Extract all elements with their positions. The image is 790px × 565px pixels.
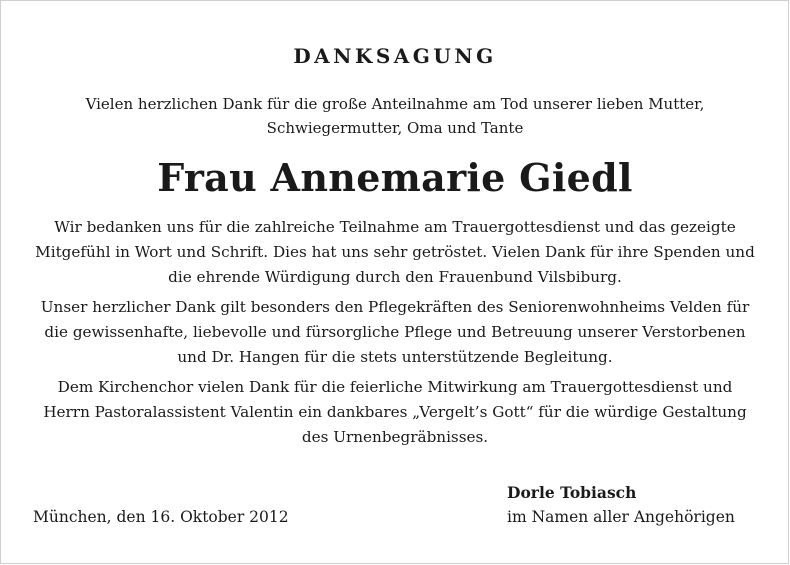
intro-line-1: Vielen herzlichen Dank für die große Anteilnahme am Tod unserer lieben Mutter, <box>85 95 705 113</box>
thanks-paragraph-3: Dem Kirchenchor vielen Dank für die feierliche Mitwirkung am Trauergottesdienst und Herrn Pastoralassistent Valentin ein dankbares „Vergelt’s Gott“ für die würdige Gestaltung des Urnenbegräbnisses. <box>43 378 747 446</box>
signature-block <box>507 481 735 529</box>
signature-name: Dorle Tobiasch <box>507 483 637 502</box>
thanks-body <box>32 215 758 455</box>
deceased-name: Frau Annemarie Giedl <box>157 155 633 200</box>
intro-text <box>20 92 770 140</box>
intro-line-2: Schwiegermutter, Oma und Tante <box>266 119 524 137</box>
thanks-paragraph-1: Wir bedanken uns für die zahlreiche Teilnahme am Trauergottesdienst und das gezeigte Mitgefühl in Wort und Schrift. Dies hat uns sehr getröstet. Vielen Dank für ihre Spenden und die ehrende Würdigung durch den Frauenbund Vilsbiburg. <box>35 218 755 286</box>
thanks-paragraph-2: Unser herzlicher Dank gilt besonders den Pflegekräften des Seniorenwohnheims Velden für die gewissenhafte, liebevolle und fürsorgliche Pflege und Betreuung unserer Verstorbenen und Dr. Hangen für die stets unterstützende Begleitung. <box>40 298 750 366</box>
notice-heading: DANKSAGUNG <box>293 44 497 68</box>
place-and-date: München, den 16. Oktober 2012 <box>33 508 289 526</box>
signature-line: im Namen aller Angehörigen <box>507 508 735 526</box>
